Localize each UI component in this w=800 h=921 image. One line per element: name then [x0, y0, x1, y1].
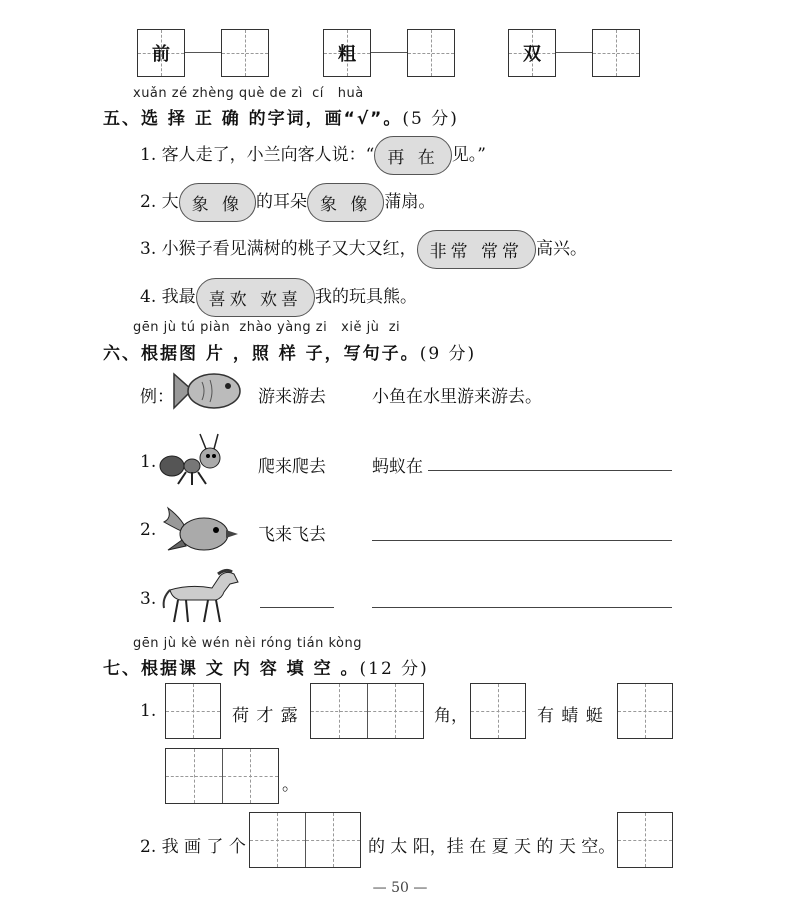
s5-q1 — [140, 136, 486, 175]
section5-pinyin: xuǎn zé zhèng què de zì cí huà — [133, 86, 364, 101]
s5-q2-options1[interactable]: 象 像 — [179, 183, 256, 222]
example-phrase: 游来游去 — [258, 387, 326, 407]
s6-q1-num: 1. — [140, 452, 157, 472]
s7-q2-grid-1[interactable] — [249, 812, 361, 868]
s5-q4-start: 4. 我最 — [140, 287, 196, 307]
section6-pinyin: gēn jù tú piàn zhào yàng zi xiě jù zi — [133, 320, 401, 335]
s5-q4-options[interactable]: 喜欢 欢喜 — [196, 278, 315, 317]
s7-q1-end: 。 — [282, 775, 299, 795]
s6-q1-sentence-start: 蚂蚁在 — [372, 457, 423, 477]
section5-title-text: 五、选 择 正 确 的字词，画“√”。 — [103, 109, 403, 129]
example-label: 例： — [140, 387, 174, 407]
connector-line — [556, 52, 592, 53]
answer-grid-3[interactable] — [592, 29, 640, 77]
section7-title — [103, 654, 429, 679]
section7-points: (12 分) — [359, 659, 429, 679]
page-number: — 50 — — [372, 880, 428, 896]
s5-q3-text: 3. 小猴子看见满树的桃子又大又红， — [140, 239, 417, 259]
s5-q2 — [140, 183, 435, 222]
s5-q3-end: 高兴。 — [536, 239, 588, 259]
s7-q1-num: 1. — [140, 701, 157, 721]
ant-icon — [158, 428, 228, 488]
s7-q1-grid-5[interactable] — [165, 748, 279, 804]
s6-q2-answer-line[interactable] — [372, 540, 672, 541]
s5-q4-end: 我的玩具熊。 — [315, 287, 418, 307]
s6-q3-num: 3. — [140, 589, 157, 609]
answer-grid-2[interactable] — [407, 29, 455, 77]
section6-title — [103, 339, 476, 364]
s5-q2-end: 蒲扇。 — [384, 192, 436, 212]
section7-pinyin: gēn jù kè wén nèi róng tián kòng — [133, 636, 362, 651]
bird-icon — [158, 500, 238, 556]
grid-char: 双 — [523, 44, 541, 65]
s7-q1-grid-2[interactable] — [310, 683, 424, 739]
s7-q2-start: 2. 我 画 了 个 — [140, 837, 246, 857]
section5-title — [103, 104, 459, 129]
s7-q2-grid-2[interactable] — [617, 812, 673, 868]
section6-points: (9 分) — [419, 344, 477, 364]
s5-q3-options[interactable]: 非常 常常 — [417, 230, 536, 269]
s5-q2-start: 2. 大 — [140, 192, 179, 212]
section7-title-text: 七、根据课 文 内 容 填 空 。 — [103, 659, 360, 679]
s6-q3-answer-line[interactable] — [372, 607, 672, 608]
s5-q2-mid: 的耳朵 — [256, 192, 308, 212]
s5-q1-end: 见。” — [451, 145, 486, 165]
horse-icon — [160, 568, 244, 626]
s6-q2-phrase: 飞来飞去 — [258, 525, 326, 545]
s7-q1-grid-3[interactable] — [470, 683, 526, 739]
s5-q1-text: 1. 客人走了，小兰向客人说：“ — [140, 145, 375, 165]
grid-char: 前 — [152, 44, 170, 65]
grid-cu — [323, 29, 371, 77]
fish-icon — [170, 368, 242, 414]
connector-line — [371, 52, 407, 53]
grid-shuang — [508, 29, 556, 77]
s7-q1-grid-4[interactable] — [617, 683, 673, 739]
s7-q1-text-c: 有 蜻 蜓 — [537, 706, 604, 726]
s5-q1-options[interactable]: 再 在 — [374, 136, 451, 175]
s5-q3 — [140, 230, 587, 269]
s6-q1-answer-line[interactable] — [428, 470, 672, 471]
s6-q1-phrase: 爬来爬去 — [258, 457, 326, 477]
section5-points: (5 分) — [402, 109, 459, 129]
s7-q1-text-a: 荷 才 露 — [232, 706, 299, 726]
section6-title-text: 六、根据图 片 ，照 样 子，写句子。 — [103, 344, 420, 364]
s7-q2-mid: 的 太 阳，挂 在 夏 天 的 天 空。 — [368, 837, 616, 857]
s6-q3-phrase-line[interactable] — [260, 607, 334, 608]
s5-q2-options2[interactable]: 象 像 — [307, 183, 384, 222]
grid-qian — [137, 29, 185, 77]
s7-q1-text-b: 角， — [434, 706, 468, 726]
example-sentence: 小鱼在水里游来游去。 — [372, 387, 542, 407]
grid-char: 粗 — [338, 44, 356, 65]
connector-line — [185, 52, 221, 53]
answer-grid-1[interactable] — [221, 29, 269, 77]
s5-q4 — [140, 278, 417, 317]
s6-q2-num: 2. — [140, 520, 157, 540]
s7-q1-grid-1[interactable] — [165, 683, 221, 739]
